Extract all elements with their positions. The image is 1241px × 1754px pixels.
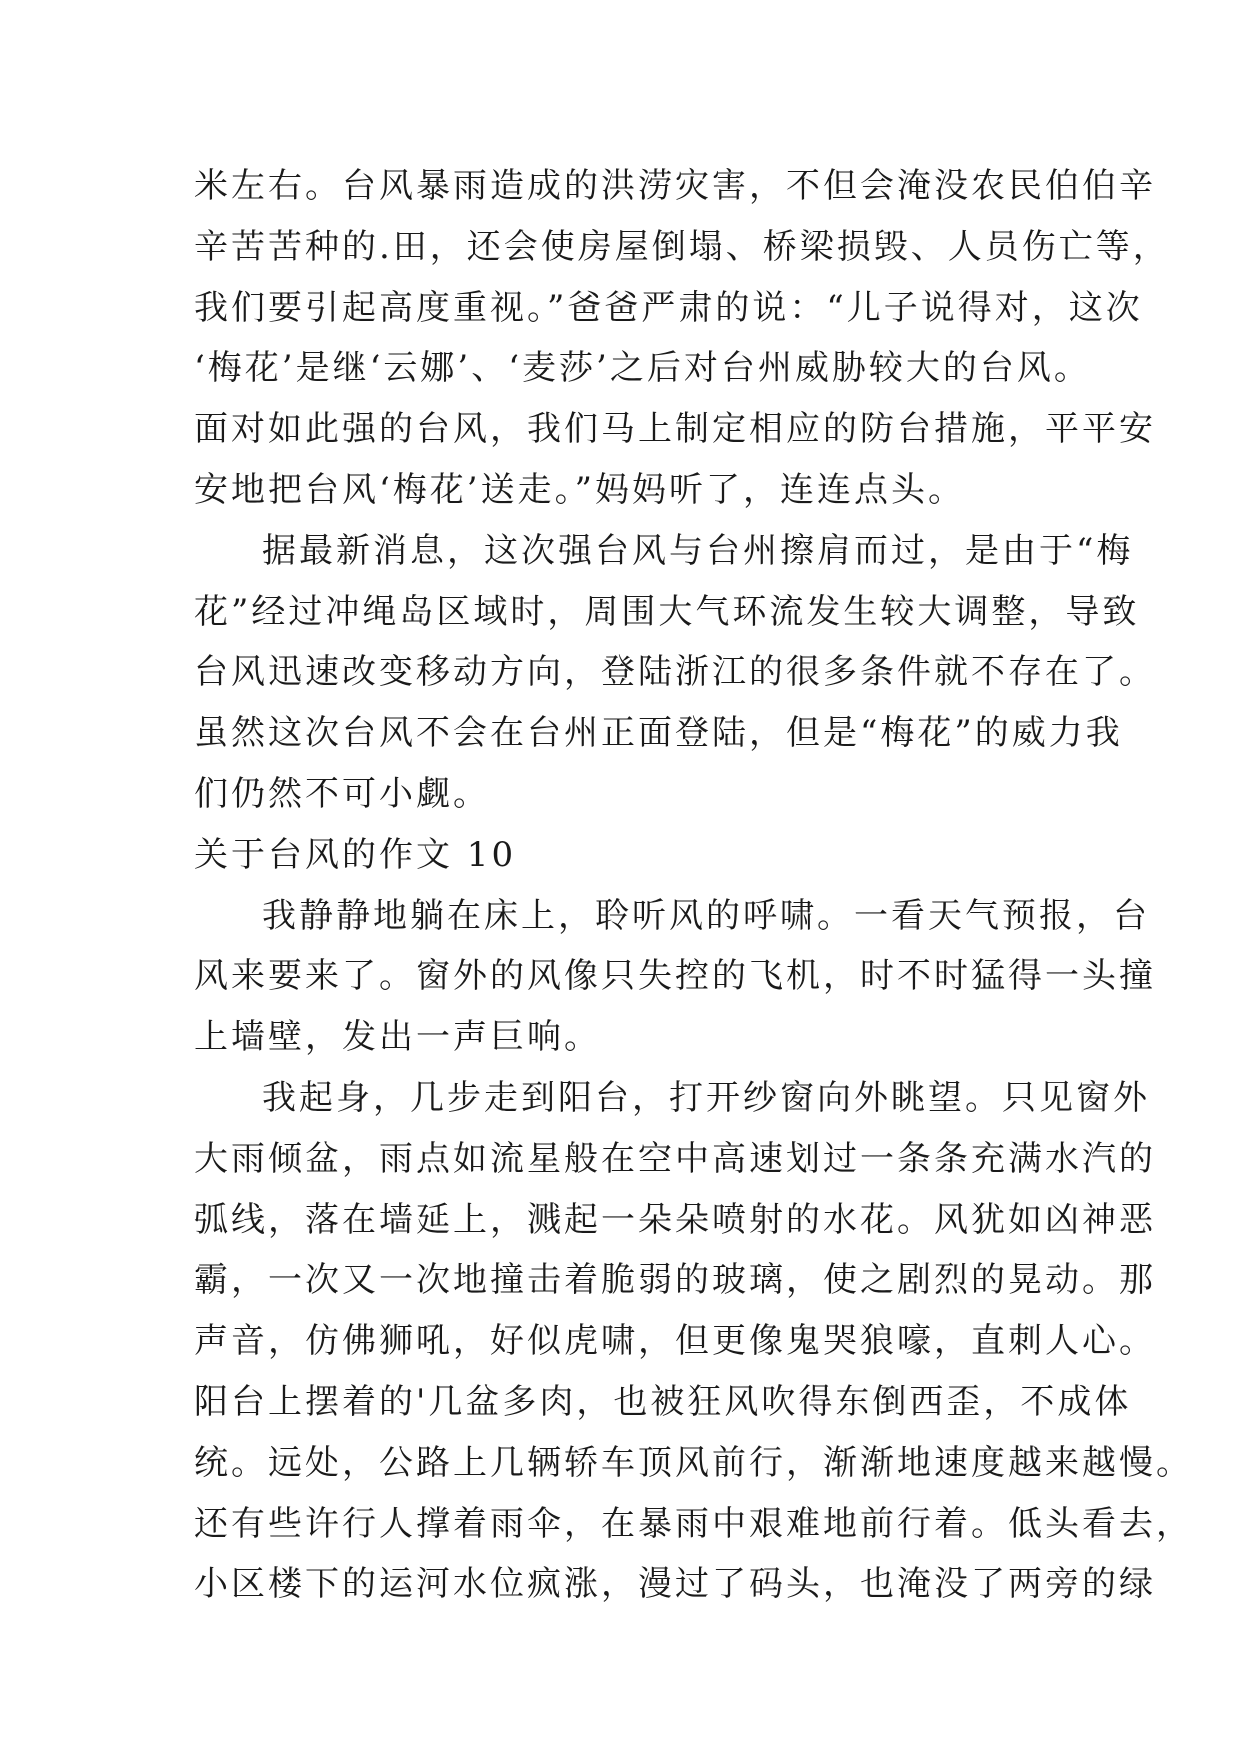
text-line: 上墙壁，发出一声巨响。 bbox=[194, 1017, 601, 1058]
text-line: 声音，仿佛狮吼，好似虎啸，但更像鬼哭狼嚎，直刺人心。 bbox=[194, 1321, 1156, 1362]
text-line: 面对如此强的台风，我们马上制定相应的防台措施，平平安 bbox=[194, 409, 1156, 450]
text-line: 大雨倾盆，雨点如流星般在空中高速划过一条条充满水汽的 bbox=[194, 1138, 1156, 1179]
text-line: 我们要引起高度重视。”爸爸严肃的说：“儿子说得对，这次 bbox=[194, 287, 1143, 328]
text-line: ‘梅花’是继‘云娜’、‘麦莎’之后对台州威胁较大的台风。 bbox=[194, 348, 1091, 389]
text-line: 阳台上摆着的'几盆多肉，也被狂风吹得东倒西歪，不成体 bbox=[194, 1381, 1132, 1422]
text-line: 虽然这次台风不会在台州正面登陆，但是“梅花”的威力我 bbox=[194, 713, 1123, 754]
text-line: 统。远处，公路上几辆轿车顶风前行，渐渐地速度越来越慢。 bbox=[194, 1442, 1193, 1483]
text-line: 还有些许行人撑着雨伞，在暴雨中艰难地前行着。低头看去， bbox=[194, 1503, 1193, 1544]
text-line: 台风迅速改变移动方向，登陆浙江的很多条件就不存在了。 bbox=[194, 652, 1156, 693]
text-line: 弧线，落在墙延上，溅起一朵朵喷射的水花。风犹如凶神恶 bbox=[194, 1199, 1156, 1240]
text-line: 辛苦苦种的.田，还会使房屋倒塌、桥梁损毁、人员伤亡等， bbox=[194, 226, 1170, 267]
body-text bbox=[194, 156, 1193, 1615]
text-line: 据最新消息，这次强台风与台州擦肩而过，是由于“梅 bbox=[262, 530, 1134, 571]
text-line: 小区楼下的运河水位疯涨，漫过了码头，也淹没了两旁的绿 bbox=[194, 1564, 1156, 1605]
text-line: 关于台风的作文 10 bbox=[194, 834, 517, 875]
text-line: 我静静地躺在床上，聆听风的呼啸。一看天气预报，台 bbox=[262, 895, 1150, 936]
text-line: 米左右。台风暴雨造成的洪涝灾害，不但会淹没农民伯伯辛 bbox=[194, 166, 1156, 206]
text-line: 风来要来了。窗外的风像只失控的飞机，时不时猛得一头撞 bbox=[194, 956, 1156, 997]
text-line: 花”经过冲绳岛区域时，周围大气环流发生较大调整，导致 bbox=[194, 591, 1140, 632]
text-line: 安地把台风‘梅花’送走。”妈妈听了，连连点头。 bbox=[194, 469, 965, 510]
text-line: 霸，一次又一次地撞击着脆弱的玻璃，使之剧烈的晃动。那 bbox=[194, 1260, 1156, 1301]
text-line: 我起身，几步走到阳台，打开纱窗向外眺望。只见窗外 bbox=[262, 1077, 1150, 1118]
text-line: 们仍然不可小觑。 bbox=[194, 773, 490, 814]
